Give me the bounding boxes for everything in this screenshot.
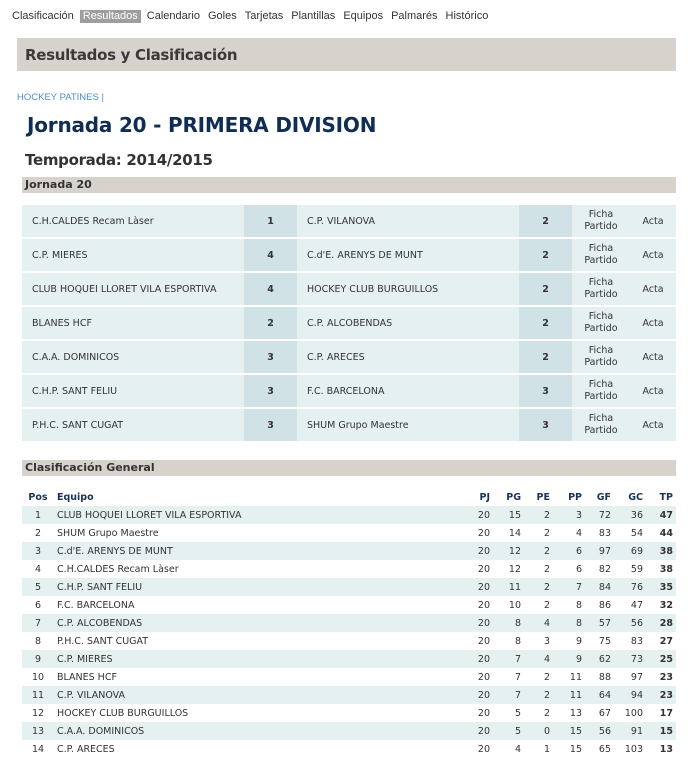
nav-item-tarjetas[interactable]: Tarjetas — [244, 9, 284, 22]
cell-pg: 7 — [490, 650, 521, 668]
cell-gc: 59 — [630, 563, 643, 575]
cell-gc: 91 — [611, 722, 643, 740]
cell-pos: 4 — [34, 563, 42, 575]
col-header-team: Equipo — [57, 491, 94, 503]
cell-gf: 62 — [582, 650, 611, 668]
standings-header-row — [22, 488, 676, 506]
home-team: C.H.CALDES Recam Làser — [22, 205, 244, 237]
cell-gf: 83 — [598, 527, 611, 539]
cell-pe: 2 — [543, 527, 550, 539]
standings-row — [22, 668, 676, 686]
match-row — [22, 409, 676, 441]
cell-gf: 64 — [582, 686, 611, 704]
page-header — [17, 38, 676, 71]
match-row — [22, 375, 676, 407]
cell-tp: 44 — [659, 527, 673, 539]
cell-team: C.P. ALCOBENDAS — [54, 614, 458, 632]
home-team: C.A.A. DOMINICOS — [22, 341, 244, 373]
nav-item-resultados[interactable]: Resultados — [80, 10, 141, 23]
cell-tp: 27 — [659, 635, 673, 647]
cell-gf: 84 — [582, 578, 611, 596]
cell-tp: 47 — [643, 506, 676, 524]
match-sheet-link[interactable]: Ficha Partido — [572, 205, 630, 237]
standings-row — [22, 632, 676, 650]
cell-team: C.A.A. DOMINICOS — [54, 722, 458, 740]
standings-row — [22, 542, 676, 560]
cell-pp: 15 — [569, 743, 582, 755]
cell-pos: 1 — [22, 506, 54, 524]
cell-pj: 20 — [477, 707, 490, 719]
cell-team: C.d'E. ARENYS DE MUNT — [54, 542, 458, 560]
cell-gc: 54 — [630, 527, 643, 539]
standings-row — [22, 614, 676, 632]
away-score: 2 — [519, 205, 572, 237]
cell-pj: 20 — [458, 578, 490, 596]
cell-pg: 5 — [490, 722, 521, 740]
cell-pe: 2 — [521, 506, 550, 524]
cell-gf: 97 — [582, 542, 611, 560]
cell-pp: 6 — [575, 563, 582, 575]
cell-team: C.H.P. SANT FELIU — [54, 578, 458, 596]
away-team: C.P. VILANOVA — [297, 205, 519, 237]
cell-tp: 38 — [643, 542, 676, 560]
nav-item-clasificacion[interactable]: Clasificación — [12, 9, 74, 22]
cell-gc: 36 — [611, 506, 643, 524]
away-team: SHUM Grupo Maestre — [297, 409, 519, 441]
cell-gc: 56 — [611, 614, 643, 632]
away-score: 2 — [519, 341, 572, 373]
cell-team: SHUM Grupo Maestre — [57, 527, 159, 539]
home-team: BLANES HCF — [22, 307, 244, 339]
cell-tp: 13 — [659, 743, 673, 755]
nav-item-goles[interactable]: Goles — [208, 9, 237, 22]
cell-pos: 12 — [31, 707, 45, 719]
breadcrumb — [17, 92, 104, 103]
cell-pp: 8 — [550, 614, 582, 632]
home-score: 4 — [244, 239, 297, 271]
cell-pe: 4 — [521, 650, 550, 668]
match-report-link[interactable]: Acta — [630, 239, 676, 271]
home-team: C.H.P. SANT FELIU — [22, 375, 244, 407]
page-title: Jornada 20 - PRIMERA DIVISION — [27, 113, 377, 137]
cell-pp: 9 — [550, 650, 582, 668]
standings-row — [22, 704, 676, 722]
cell-gf: 75 — [598, 635, 611, 647]
cell-pp: 3 — [550, 506, 582, 524]
cell-pg: 7 — [490, 686, 521, 704]
away-team: C.P. ALCOBENDAS — [297, 307, 519, 339]
cell-gc: 94 — [611, 686, 643, 704]
col-header-gc: GC — [628, 491, 643, 503]
cell-pos: 10 — [31, 671, 45, 683]
cell-pg: 14 — [508, 527, 521, 539]
cell-pe: 2 — [543, 707, 550, 719]
cell-gc: 100 — [624, 707, 643, 719]
cell-gf: 88 — [598, 671, 611, 683]
cell-pp: 11 — [550, 686, 582, 704]
cell-pg: 4 — [514, 743, 521, 755]
cell-gf: 72 — [582, 506, 611, 524]
cell-gc: 69 — [611, 542, 643, 560]
standings-row — [22, 740, 676, 758]
cell-team: P.H.C. SANT CUGAT — [57, 635, 149, 647]
cell-tp: 23 — [659, 671, 673, 683]
cell-pos: 13 — [22, 722, 54, 740]
cell-team: C.P. VILANOVA — [54, 686, 458, 704]
standings-row — [22, 686, 676, 704]
cell-pe: 2 — [543, 563, 550, 575]
cell-pg: 10 — [508, 599, 521, 611]
standings-row — [22, 560, 676, 578]
match-sheet-link[interactable]: Ficha Partido — [572, 409, 630, 441]
cell-gf: 67 — [598, 707, 611, 719]
away-team: F.C. BARCELONA — [297, 375, 519, 407]
nav-item-calendario[interactable]: Calendario — [146, 9, 200, 22]
cell-pos: 5 — [22, 578, 54, 596]
home-score: 4 — [244, 273, 297, 305]
home-team: C.P. MIERES — [22, 239, 244, 271]
cell-pos: 11 — [22, 686, 54, 704]
home-score: 1 — [244, 205, 297, 237]
cell-team: BLANES HCF — [57, 671, 117, 683]
cell-pj: 20 — [477, 671, 490, 683]
standings-row — [22, 596, 676, 614]
cell-pe: 2 — [521, 542, 550, 560]
nav-item-plantillas[interactable]: Plantillas — [291, 9, 336, 22]
matches-list — [22, 205, 676, 443]
cell-pp: 11 — [569, 671, 582, 683]
cell-tp: 25 — [643, 650, 676, 668]
nav-item-equipos[interactable]: Equipos — [343, 9, 384, 22]
cell-pj: 20 — [458, 506, 490, 524]
match-sheet-link[interactable]: Ficha Partido — [572, 307, 630, 339]
standings-row — [22, 722, 676, 740]
cell-pp: 13 — [569, 707, 582, 719]
cell-gf: 86 — [598, 599, 611, 611]
cell-pos: 6 — [34, 599, 42, 611]
cell-pos: 9 — [22, 650, 54, 668]
season-label: Temporada: 2014/2015 — [25, 151, 213, 169]
col-header-pe: PE — [536, 491, 550, 503]
col-header-pos: Pos — [28, 491, 48, 503]
match-sheet-link[interactable]: Ficha Partido — [572, 375, 630, 407]
cell-pg: 12 — [490, 542, 521, 560]
cell-pg: 12 — [508, 563, 521, 575]
cell-pg: 8 — [514, 635, 521, 647]
match-sheet-link[interactable]: Ficha Partido — [572, 341, 630, 373]
cell-pe: 2 — [543, 599, 550, 611]
cell-pe: 1 — [543, 743, 550, 755]
cell-tp: 35 — [643, 578, 676, 596]
cell-pe: 2 — [521, 686, 550, 704]
standings-section-header: Clasificación General — [22, 460, 676, 476]
cell-tp: 38 — [659, 563, 673, 575]
cell-tp: 15 — [643, 722, 676, 740]
cell-team: C.P. ARECES — [57, 743, 115, 755]
home-score: 3 — [244, 375, 297, 407]
cell-gc: 83 — [630, 635, 643, 647]
cell-team: CLUB HOQUEI LLORET VILA ESPORTIVA — [54, 506, 458, 524]
cell-gf: 57 — [582, 614, 611, 632]
home-score: 3 — [244, 409, 297, 441]
cell-gc: 103 — [624, 743, 643, 755]
cell-tp: 23 — [643, 686, 676, 704]
cell-pj: 20 — [477, 743, 490, 755]
match-row — [22, 307, 676, 339]
cell-tp: 28 — [643, 614, 676, 632]
cell-tp: 17 — [659, 707, 673, 719]
breadcrumb-link-hockey-patines[interactable]: HOCKEY PATINES | — [17, 92, 104, 103]
page-header-title: Resultados y Clasificación — [25, 46, 238, 64]
cell-pe: 2 — [543, 671, 550, 683]
cell-pos: 3 — [22, 542, 54, 560]
nav-item-historico[interactable]: Histórico — [445, 9, 489, 22]
cell-pp: 6 — [550, 542, 582, 560]
away-score: 2 — [519, 239, 572, 271]
match-report-link[interactable]: Acta — [630, 273, 676, 305]
nav-item-palmares[interactable]: Palmarés — [391, 9, 438, 22]
cell-pj: 20 — [477, 563, 490, 575]
away-score: 2 — [519, 307, 572, 339]
home-team: CLUB HOQUEI LLORET VILA ESPORTIVA — [22, 273, 244, 305]
cell-team: C.H.CALDES Recam Làser — [57, 563, 179, 575]
match-sheet-link[interactable]: Ficha Partido — [572, 273, 630, 305]
cell-pos: 8 — [34, 635, 42, 647]
cell-pj: 20 — [458, 722, 490, 740]
cell-pj: 20 — [477, 635, 490, 647]
cell-team: C.P. MIERES — [54, 650, 458, 668]
cell-pj: 20 — [458, 686, 490, 704]
cell-gc: 97 — [630, 671, 643, 683]
cell-pj: 20 — [477, 599, 490, 611]
cell-gc: 73 — [611, 650, 643, 668]
cell-pe: 2 — [521, 578, 550, 596]
col-header-pj: PJ — [479, 491, 490, 503]
standings-row — [22, 524, 676, 542]
match-row — [22, 341, 676, 373]
cell-gc: 47 — [630, 599, 643, 611]
cell-pe: 4 — [521, 614, 550, 632]
standings-row — [22, 506, 676, 524]
match-row — [22, 205, 676, 237]
cell-gc: 76 — [611, 578, 643, 596]
cell-pj: 20 — [458, 542, 490, 560]
home-team: P.H.C. SANT CUGAT — [22, 409, 244, 441]
cell-pp: 8 — [575, 599, 582, 611]
away-score: 3 — [519, 409, 572, 441]
cell-gf: 56 — [582, 722, 611, 740]
match-report-link[interactable]: Acta — [630, 205, 676, 237]
cell-pe: 0 — [521, 722, 550, 740]
col-header-tp: TP — [659, 491, 673, 503]
cell-pg: 5 — [514, 707, 521, 719]
cell-pp: 15 — [550, 722, 582, 740]
match-report-link[interactable]: Acta — [630, 307, 676, 339]
cell-pp: 4 — [575, 527, 582, 539]
match-sheet-link[interactable]: Ficha Partido — [572, 239, 630, 271]
away-team: C.P. ARECES — [297, 341, 519, 373]
match-report-link[interactable]: Acta — [630, 341, 676, 373]
home-score: 3 — [244, 341, 297, 373]
cell-gf: 82 — [598, 563, 611, 575]
cell-pos: 7 — [22, 614, 54, 632]
away-score: 3 — [519, 375, 572, 407]
match-row — [22, 239, 676, 271]
standings-row — [22, 578, 676, 596]
col-header-gf: GF — [596, 491, 611, 503]
cell-pos: 2 — [34, 527, 42, 539]
match-report-link[interactable]: Acta — [630, 409, 676, 441]
cell-gf: 65 — [598, 743, 611, 755]
cell-pj: 20 — [477, 527, 490, 539]
top-nav — [8, 9, 492, 23]
cell-pp: 9 — [575, 635, 582, 647]
cell-pj: 20 — [458, 614, 490, 632]
cell-pg: 7 — [514, 671, 521, 683]
standings-row — [22, 650, 676, 668]
match-row — [22, 273, 676, 305]
jornada-section-header: Jornada 20 — [22, 177, 676, 193]
match-report-link[interactable]: Acta — [630, 375, 676, 407]
cell-pj: 20 — [458, 650, 490, 668]
away-team: C.d'E. ARENYS DE MUNT — [297, 239, 519, 271]
home-score: 2 — [244, 307, 297, 339]
col-header-pp: PP — [568, 491, 582, 503]
cell-pg: 8 — [490, 614, 521, 632]
col-header-pg: PG — [506, 491, 521, 503]
standings-table — [22, 488, 676, 758]
away-score: 2 — [519, 273, 572, 305]
cell-pg: 15 — [490, 506, 521, 524]
cell-tp: 32 — [659, 599, 673, 611]
cell-pp: 7 — [550, 578, 582, 596]
cell-pg: 11 — [490, 578, 521, 596]
cell-team: F.C. BARCELONA — [57, 599, 135, 611]
cell-pos: 14 — [31, 743, 45, 755]
cell-pe: 3 — [543, 635, 550, 647]
cell-team: HOCKEY CLUB BURGUILLOS — [57, 707, 189, 719]
away-team: HOCKEY CLUB BURGUILLOS — [297, 273, 519, 305]
